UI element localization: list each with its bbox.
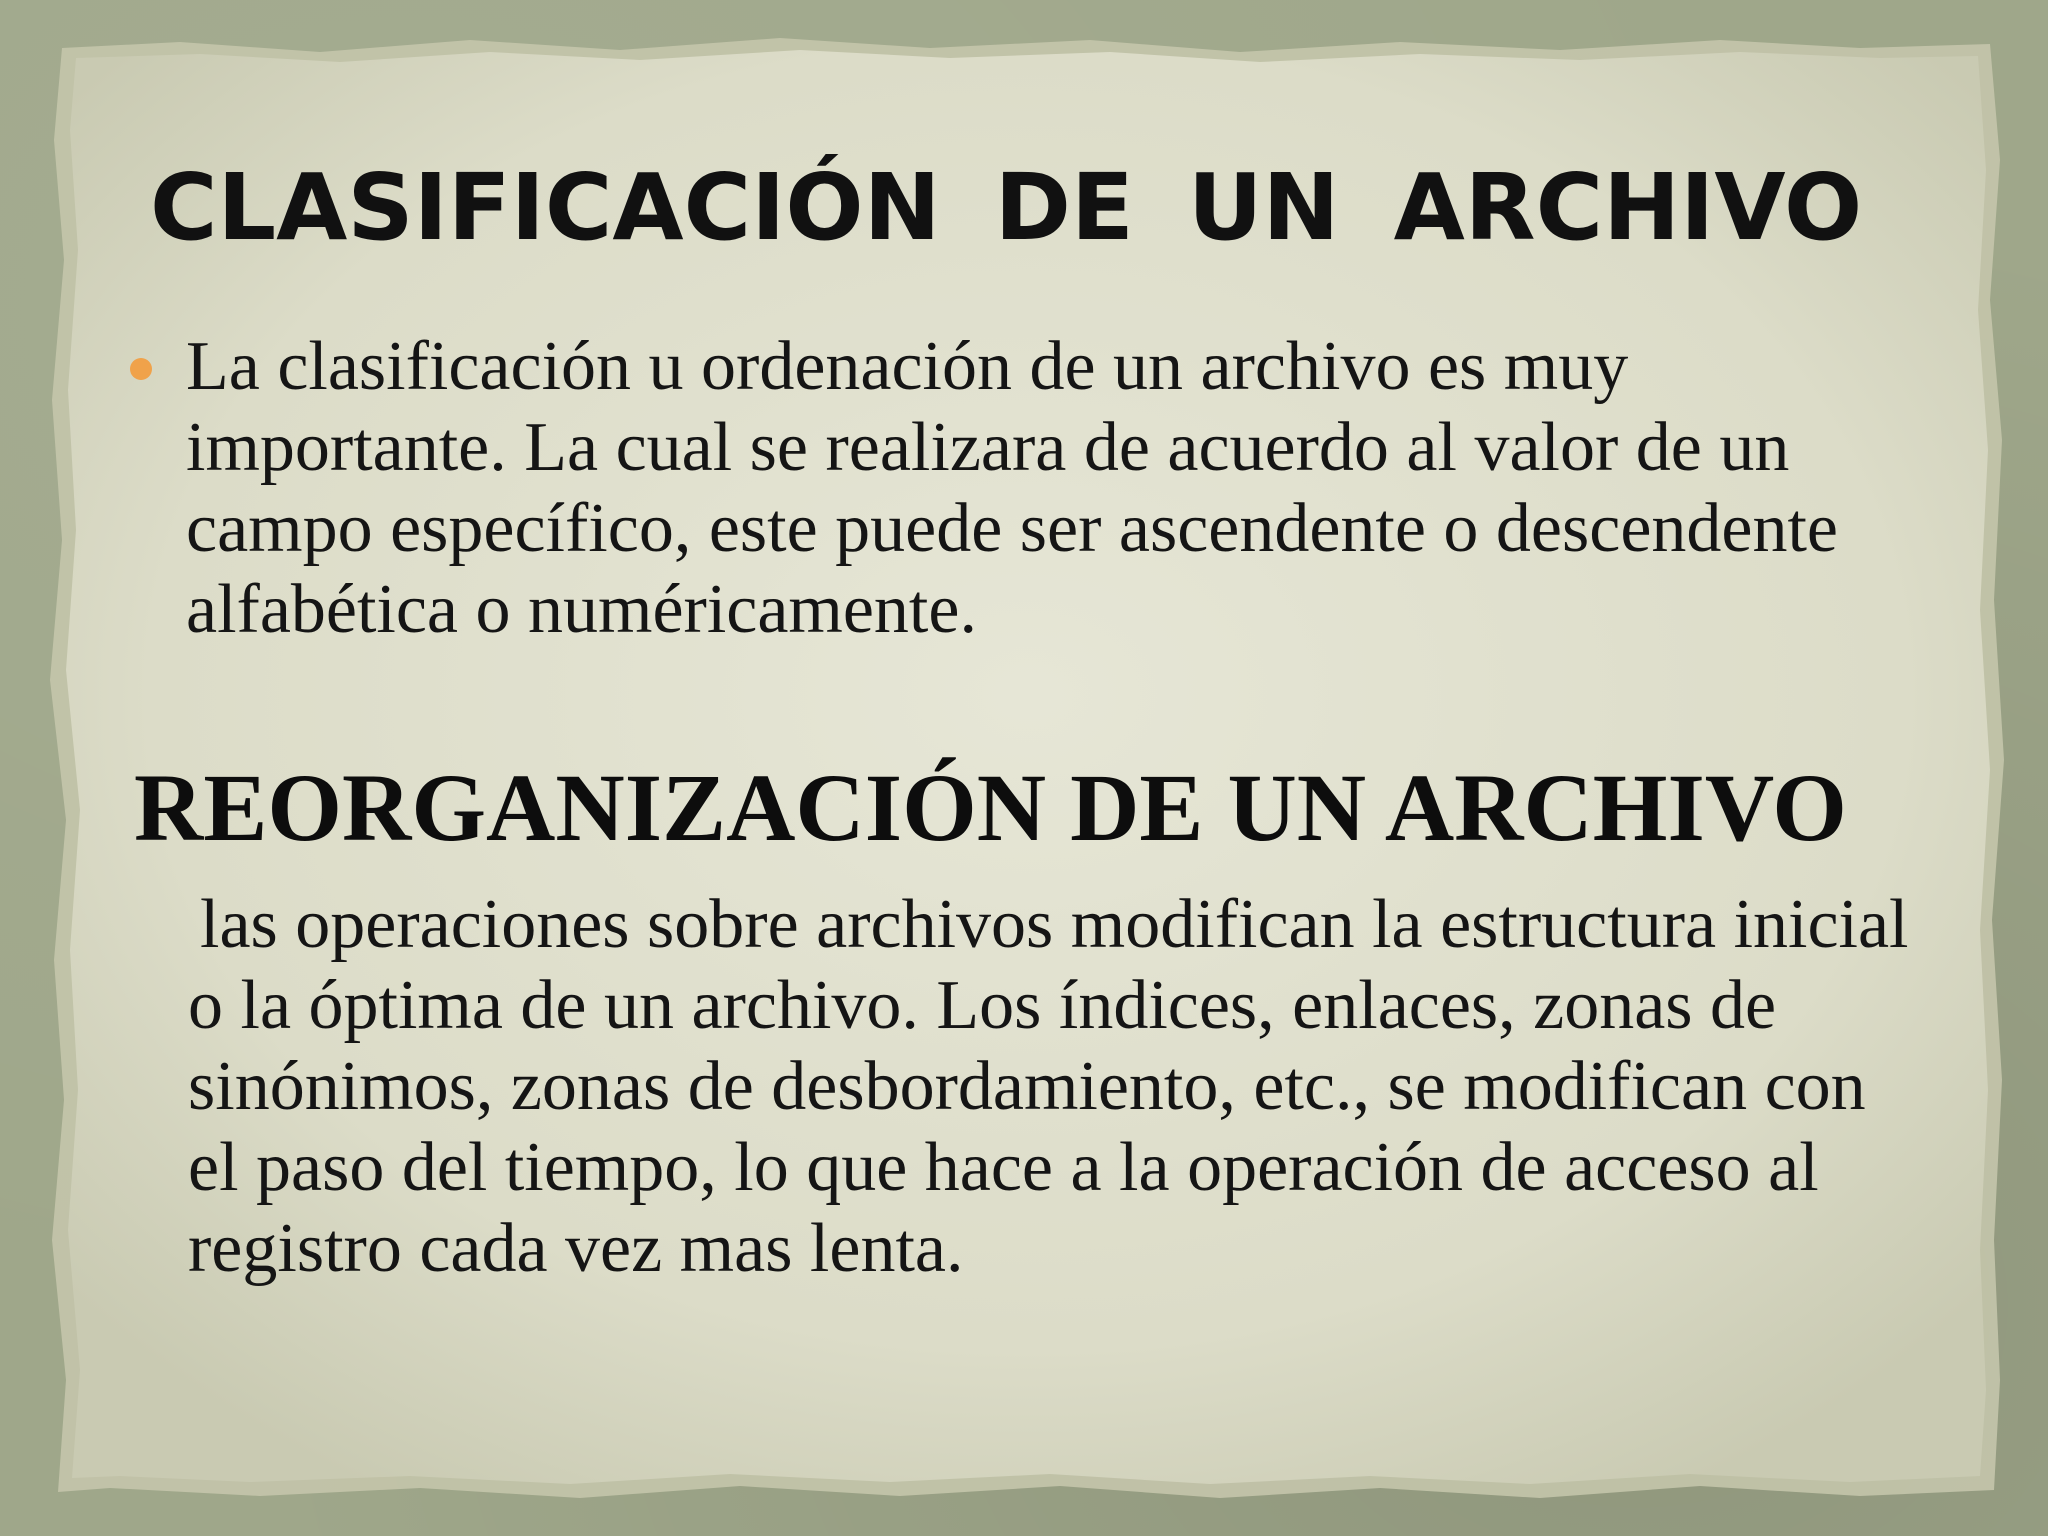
heading-clasificacion: CLASIFICACIÓN DE UN ARCHIVO (150, 154, 1863, 261)
bullet-dot-icon (130, 358, 152, 380)
paragraph-clasificacion: La clasificación u ordenación de un archivo es muy importante. La cual se realizara de acuerdo al valor de un campo específico, este puede ser ascendente o descendente alfabética o numéricamente. (186, 328, 1838, 648)
bullet-item (130, 326, 1910, 650)
heading-reorganizacion: REORGANIZACIÓN DE UN ARCHIVO (134, 754, 1847, 861)
paragraph-reorganizacion: las operaciones sobre archivos modifican la estructura inicial o la óptima de un archivo. Los índices, enlaces, zonas de sinónimos, zonas de desbordamiento, etc., se modifican con el paso del tiempo, lo que hace a la operación de acceso al registro cada vez mas lenta. (188, 886, 1909, 1287)
